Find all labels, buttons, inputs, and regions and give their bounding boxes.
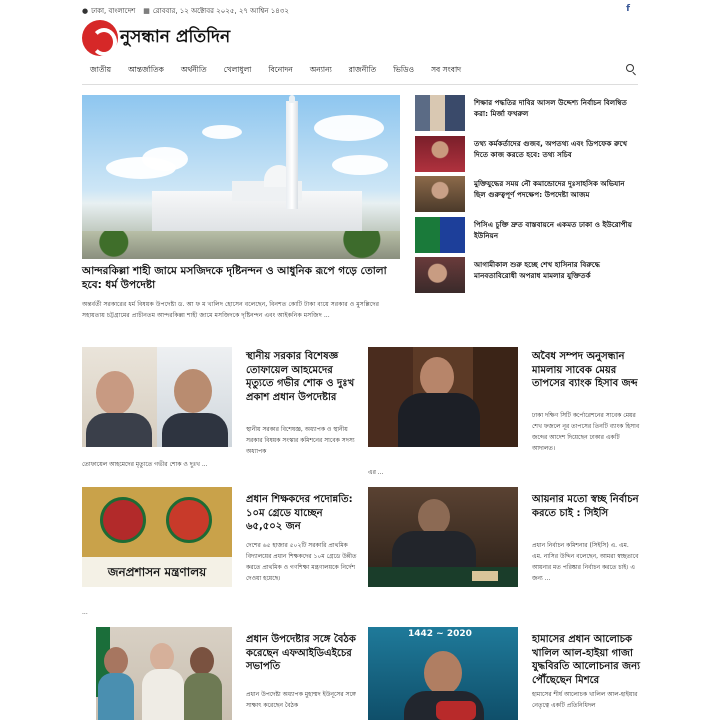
news-headline[interactable]: পিসিএ চুক্তি দ্রুত বাস্তবায়নে একমত ঢাকা ও ইউরোপীয় ইউনিয়ন [474, 219, 632, 240]
article-summary-continued: ... [82, 609, 88, 616]
suit [392, 531, 476, 571]
nav-item-politics[interactable]: রাজনীতি [348, 65, 377, 74]
hero-headline[interactable]: আন্দরকিল্লা শাহী জামে মসজিদকে দৃষ্টিনন্দন ও আধুনিক রূপে গড়ে তোলা হবে: ধর্ম উপদেষ্টা [82, 265, 387, 291]
article-summary: স্থানীয় সরকার বিশেষজ্ঞ, অধ্যাপক ও স্থানীয় সরকার বিষয়ক সংস্কার কমিশনের সাবেক সদস্য অধ্যাপক [246, 426, 355, 455]
face [420, 357, 454, 397]
nav-divider [82, 84, 638, 85]
face [190, 647, 214, 675]
article-summary-continued: তোফায়েল আহমেদের মৃত্যুতে গভীর শোক ও দুঃখ ... [82, 461, 208, 468]
hero-image[interactable] [82, 95, 400, 259]
location-pin-icon: ● [82, 7, 89, 15]
news-thumbnail[interactable] [415, 136, 465, 172]
microphones [436, 701, 476, 720]
nav-item-economy[interactable]: অর্থনীতি [180, 65, 207, 74]
nav-item-others[interactable]: অন্যান্য [309, 65, 332, 74]
trees [82, 231, 400, 259]
news-thumbnail[interactable] [415, 176, 465, 212]
emblem-icon [100, 497, 146, 543]
cloud [332, 155, 388, 175]
face [424, 651, 462, 695]
nav-item-video[interactable]: ভিডিও [393, 65, 415, 74]
cloud [314, 115, 384, 141]
cloud [142, 147, 188, 171]
person [98, 673, 134, 720]
article-summary: হামাসের শীর্ষ আলোচক খালিল আল-হাইয়ার নেতৃত্বে একটি প্রতিনিধিদল [532, 691, 638, 709]
nav-item-all-news[interactable]: সব সংবাদ [431, 65, 462, 74]
face [96, 371, 134, 415]
article-headline[interactable]: প্রধান উপদেষ্টার সঙ্গে বৈঠক করেছেন এফআইডিএইচের সভাপতি [246, 634, 356, 672]
list-item[interactable] [415, 217, 638, 258]
main-nav [82, 63, 638, 79]
nav-item-entertainment[interactable]: বিনোদন [268, 65, 293, 74]
shoulders [86, 413, 152, 447]
location-text: ঢাকা, বাংলাদেশ [91, 7, 136, 15]
nav-item-national[interactable]: জাতীয় [90, 65, 112, 74]
date-text: রোববার, ১২ অক্টোবর ২০২৫, ২৭ আশ্বিন ১৪৩২ [152, 7, 289, 15]
nav-item-international[interactable]: আন্তর্জাতিক [128, 65, 164, 74]
face [174, 369, 212, 413]
shoulders [162, 413, 228, 447]
site-logo[interactable] [82, 20, 230, 56]
news-thumbnail[interactable] [415, 217, 465, 253]
facebook-icon[interactable]: f [626, 4, 630, 14]
list-item[interactable] [415, 176, 638, 217]
article-headline[interactable]: আয়নার মতো স্বচ্ছ নির্বাচন করতে চাই : সিইসি [532, 494, 639, 519]
logo-mark-icon [82, 20, 118, 56]
article-headline[interactable]: প্রধান শিক্ষকদের পদোন্নতি: ১০ম গ্রেডে যাচ্ছেন ৬৫,৫০২ জন [246, 494, 353, 532]
signboard-text: জনপ্রশাসন মন্ত্রণালয় [82, 557, 232, 587]
face [104, 647, 128, 675]
article-summary: দেশের ৬৫ হাজার ৫০২টি সরকারি প্রাথমিক বিদ্যালয়ের প্রধান শিক্ষকদের ১০ম গ্রেডে উন্নীত করতে প্রাথমিক ও গণশিক্ষা মন্ত্রণালয়কে নির্দেশ দেওয়া হয়েছে। [246, 542, 357, 582]
article-image[interactable] [368, 347, 518, 447]
minaret [286, 101, 298, 209]
article-summary: ঢাকা দক্ষিণ সিটি কর্পোরেশনের সাবেক মেয়র শেখ ফজলে নূর তাপসের তিনটি ব্যাংক হিসাব জব্দের আদেশ দিয়েছেন ঢাকার একটি আদালত। [532, 412, 640, 452]
site-title: নুসন্ধান প্রতিদিন [120, 27, 231, 47]
article-summary: প্রধান নির্বাচন কমিশনার (সিইসি) এ. এম. এম. নাসির উদ্দিন বলেছেন, আমরা স্বচ্ছতাবে আয়নার মত পরিষ্কার নির্বাচন করতে চাই। এ জন্য ... [532, 542, 639, 582]
list-item[interactable] [415, 95, 638, 136]
list-item[interactable] [415, 257, 638, 298]
article-summary-continued: এর ... [368, 469, 384, 476]
article-headline[interactable]: হামাসের প্রধান আলোচক খালিল আল-হাইয়া গাজা যুদ্ধবিরতি আলোচনার জন্য পৌঁছেছেন মিশরে [532, 634, 640, 686]
face [150, 643, 174, 671]
person [142, 669, 184, 720]
article-headline[interactable]: স্থানীয় সরকার বিশেষজ্ঞ তোফায়েল আহমেদের মৃত্যুতে গভীর শোক ও দুঃখ প্রকাশ প্রধান উপদেষ্টার [246, 351, 355, 403]
article-image[interactable] [82, 487, 232, 587]
article-image[interactable] [96, 627, 232, 720]
news-thumbnail[interactable] [415, 95, 465, 131]
article-image[interactable] [82, 347, 232, 447]
search-icon[interactable] [626, 64, 634, 72]
suit [398, 393, 480, 447]
emblem-icon [166, 497, 212, 543]
calendar-icon: ▦ [143, 7, 150, 15]
top-bar [82, 4, 638, 18]
news-headline[interactable]: শিক্ষার পদ্ধতির দাবির আসল উদ্দেশ্য নির্বাচন বিলম্বিত করা: মির্জা ফখরুল [474, 98, 627, 118]
news-thumbnail[interactable] [415, 257, 465, 293]
news-headline[interactable]: আগামীকাল শুরু হচ্ছে শেখ হাসিনার বিরুদ্ধে মানবতাবিরোধী অপরাধ মামলার যুক্তিতর্ক [474, 260, 600, 281]
nameplate [472, 571, 498, 581]
banner-year-text: 1442 ~ 2020 [408, 629, 472, 639]
nav-item-sports[interactable]: খেলাধুলা [223, 65, 252, 74]
news-headline[interactable]: মুক্তিযুদ্ধের সময় নৌ কমান্ডোদের দুঃসাহসিক অভিযান ছিল গুরুত্বপূর্ণ পদক্ষেপ: উপদেষ্টা আজম [474, 179, 625, 200]
face [418, 499, 450, 535]
article-headline[interactable]: অবৈধ সম্পদ অনুসন্ধান মামলায় সাবেক মেয়র তাপসের ব্যাংক হিসাব জব্দ [532, 351, 638, 389]
news-headline[interactable]: তথ্য কর্মকর্তাদের গুজব, অপতথ্য এবং ডিপফেক রুখে দিতে কাজ করতে হবে: তথ্য সচিব [474, 138, 628, 159]
article-image[interactable] [368, 487, 518, 587]
hero-summary: অন্তর্বর্তী সরকারের ধর্ম বিষয়ক উপদেষ্টা ড. আ ফ ম খালিদ হোসেন বলেছেন, বিনশত কোটি টাকা ব্যয়ে সরকার ও মুসল্লিদের সহায়তায় চট্টগ্রামের প্রাচীনতম আন্দরকিল্লা শাহী জামে মসজিদকে দৃষ্টিনন্দন এবং আইকনিক মসজিদ ... [82, 301, 380, 319]
article-summary: প্রধান উপদেষ্টা অধ্যাপক মুহাম্মদ ইউনূসের সঙ্গে সাক্ষাৎ করেছেন বৈঠক [246, 691, 356, 709]
latest-news-list [415, 95, 638, 298]
person [184, 673, 222, 720]
article-image[interactable] [368, 627, 518, 720]
cloud [202, 125, 242, 139]
list-item[interactable] [415, 136, 638, 177]
